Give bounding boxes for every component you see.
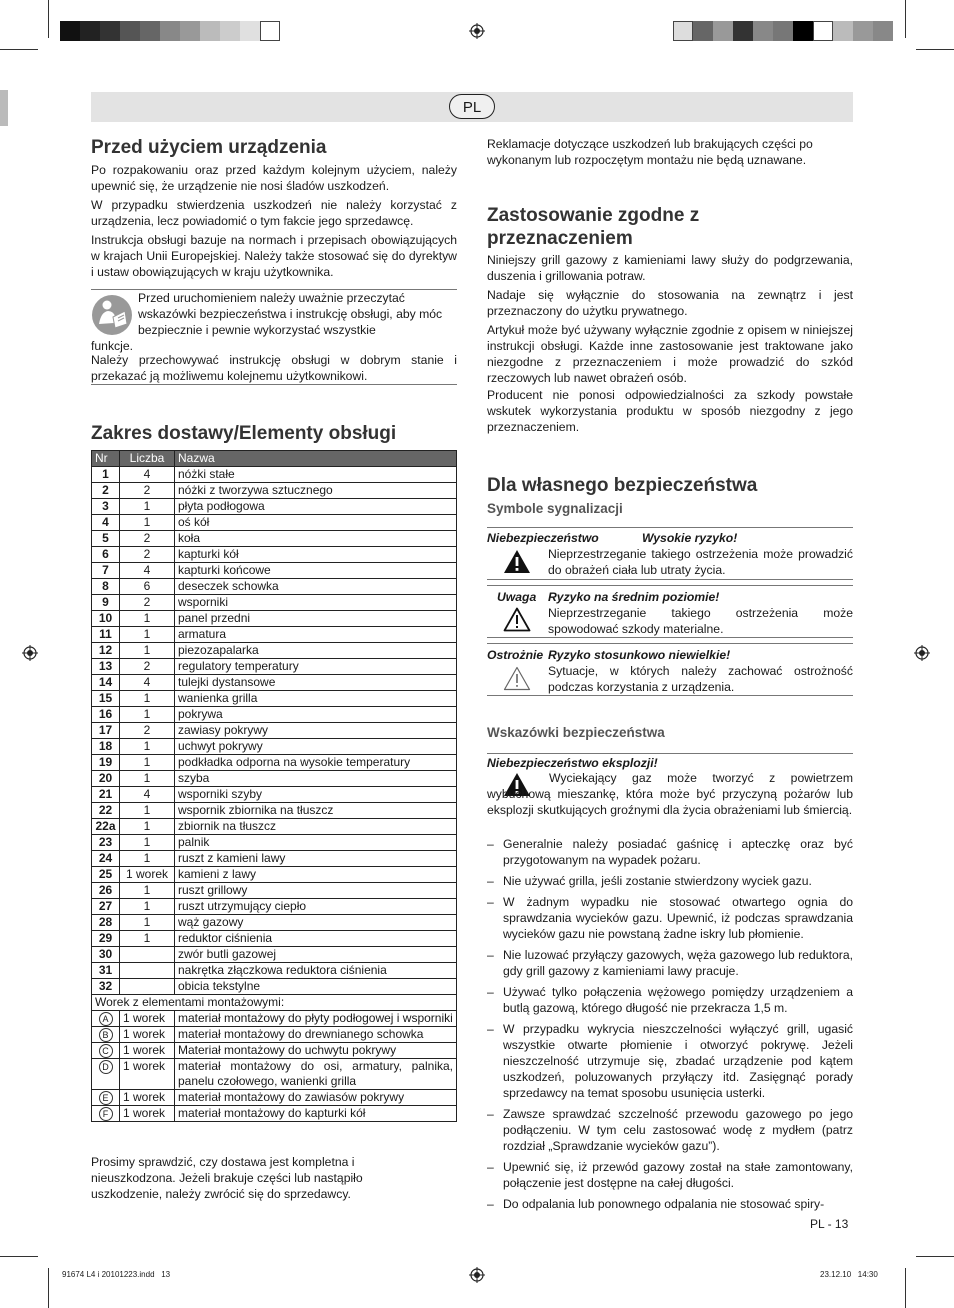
part-quantity: 1 bbox=[120, 739, 175, 755]
part-number: 2 bbox=[92, 483, 120, 499]
part-number: 28 bbox=[92, 915, 120, 931]
part-name: nakrętka złączkowa reduktora ciśnienia bbox=[175, 963, 457, 979]
divider bbox=[487, 585, 853, 586]
part-name: materiał montażowy do płyty podłogowej i wsporniki bbox=[175, 1011, 457, 1027]
part-quantity: 1 worek bbox=[120, 1011, 175, 1027]
table-row bbox=[92, 547, 457, 563]
divider bbox=[487, 695, 853, 696]
table-row bbox=[92, 1059, 457, 1090]
part-quantity: 1 bbox=[120, 707, 175, 723]
language-badge: PL bbox=[449, 94, 495, 119]
table-row bbox=[92, 979, 457, 995]
table-row bbox=[92, 883, 457, 899]
part-quantity: 1 worek bbox=[120, 1059, 175, 1090]
part-name: palnik bbox=[175, 835, 457, 851]
paragraph: Producent nie ponosi odpowiedzialności za szkody powstałe wskutek wykorzystania produktu w sposób niezgodny z jego przeznaczeniem. bbox=[487, 388, 853, 434]
table-row bbox=[92, 931, 457, 947]
bag-letter-badge: D bbox=[99, 1060, 113, 1074]
divider bbox=[487, 527, 853, 528]
part-name: nóżki z tworzywa sztucznego bbox=[175, 483, 457, 499]
part-number: 10 bbox=[92, 611, 120, 627]
manual-note: Przed uruchomieniem należy uważnie przeczytać wskazówki bezpieczeństwa i instrukcję obsługi, aby móc bezpiecznie i pewnie wykorzystać wszystkie bbox=[138, 291, 443, 337]
part-name: wanienka grilla bbox=[175, 691, 457, 707]
part-quantity: 1 bbox=[120, 627, 175, 643]
part-name: piezozapalarka bbox=[175, 643, 457, 659]
bag-letter bbox=[92, 1090, 120, 1106]
part-quantity: 1 worek bbox=[120, 1043, 175, 1059]
part-name: zwór butli gazowej bbox=[175, 947, 457, 963]
manual-note: funkcje. bbox=[91, 339, 134, 353]
paragraph: Niniejszy grill gazowy z kamieniami lawy służy do podgrzewania, duszenia i grillowania potraw. bbox=[487, 253, 853, 283]
table-row bbox=[92, 963, 457, 979]
list-item: – W przypadku wykrycia nieszczelności wyłączyć grill, ugasić wszystkie otwarte płomienie i otworzyć pokrywę. Jeżeli nieszczelność utrzymuje się, zbadać urządzenie pod kątem uszkodzeń, poluzowanych przyłączy itd. Zasięgnąć porady sprzedawcy na temat sposobu usunięcia usterki. bbox=[487, 1021, 853, 1101]
part-number: 19 bbox=[92, 755, 120, 771]
divider bbox=[487, 643, 853, 644]
bag-letter-badge: A bbox=[99, 1012, 113, 1026]
part-number: 3 bbox=[92, 499, 120, 515]
part-quantity: 1 bbox=[120, 803, 175, 819]
part-quantity: 1 bbox=[120, 691, 175, 707]
bag-letter-badge: E bbox=[99, 1091, 113, 1105]
table-row bbox=[92, 803, 457, 819]
list-item: – W żadnym wypadku nie stosować otwartego ognia do sprawdzania wycieków gazu. Upewnić, iż podczas sprawdzania wycieków gazu nie powstaną żadne iskry lub płomienie. bbox=[487, 894, 853, 942]
part-quantity: 1 bbox=[120, 499, 175, 515]
part-number: 20 bbox=[92, 771, 120, 787]
part-quantity: 4 bbox=[120, 563, 175, 579]
parts-table bbox=[91, 450, 457, 1122]
part-name: panel przedni bbox=[175, 611, 457, 627]
part-name: wsporniki szyby bbox=[175, 787, 457, 803]
part-quantity: 1 bbox=[120, 755, 175, 771]
part-name: pokrywa bbox=[175, 707, 457, 723]
table-row bbox=[92, 563, 457, 579]
list-item: – Nie luzować przyłączy gazowych, węża gazowego lub reduktora, gdy grill gazowy z kamieniami lawy pracuje. bbox=[487, 947, 853, 979]
subsection-title-hints: Wskazówki bezpieczeństwa bbox=[487, 725, 665, 740]
part-quantity: 2 bbox=[120, 659, 175, 675]
table-row bbox=[92, 1027, 457, 1043]
part-name: reduktor ciśnienia bbox=[175, 931, 457, 947]
bag-letter-badge: C bbox=[99, 1044, 113, 1058]
warning-text: Sytuacje, w których należy zachować ostrożność podczas korzystania z urządzenia. bbox=[548, 664, 853, 694]
part-name: materiał montażowy do zawiasów pokrywy bbox=[175, 1090, 457, 1106]
part-quantity bbox=[120, 947, 175, 963]
table-row bbox=[92, 1090, 457, 1106]
part-name: płyta podłogowa bbox=[175, 499, 457, 515]
caution-triangle-icon bbox=[503, 666, 531, 691]
part-number: 22a bbox=[92, 819, 120, 835]
part-number: 4 bbox=[92, 515, 120, 531]
part-quantity: 1 bbox=[120, 771, 175, 787]
bag-letter-badge: F bbox=[99, 1107, 113, 1121]
part-name: materiał montażowy do osi, armatury, palnika, panelu czołowego, wanienki grilla bbox=[175, 1059, 457, 1090]
table-row bbox=[92, 755, 457, 771]
part-quantity: 2 bbox=[120, 531, 175, 547]
part-quantity: 2 bbox=[120, 595, 175, 611]
warning-text: Nieprzestrzeganie takiego ostrzeżenia może prowadzić do obrażeń ciała lub utraty życia. bbox=[548, 547, 853, 577]
registration-mark-icon bbox=[469, 23, 485, 39]
part-name: podkładka odporna na wysokie temperatury bbox=[175, 755, 457, 771]
table-header-name: Nazwa bbox=[175, 451, 457, 467]
bag-letter bbox=[92, 1059, 120, 1090]
section-title-before-use: Przed użyciem urządzenia bbox=[91, 137, 327, 158]
part-quantity: 1 bbox=[120, 931, 175, 947]
explosion-warning-text: Wyciekający gaz może tworzyć z powietrzem wybuchową mieszankę, która może być przyczyną pożarów lub eksplozji skutkujących groźnymi dla życia obrażeniami lub śmiercią. bbox=[487, 771, 853, 817]
warning-label-danger: Niebezpieczeństwo bbox=[487, 531, 599, 545]
manual-note: Należy przechowywać instrukcję obsługi w dobrym stanie i przekazać ją możliwemu kolejnemu użytkownikowi. bbox=[91, 353, 457, 383]
warning-label-caution: Uwaga bbox=[497, 590, 537, 604]
part-number: 29 bbox=[92, 931, 120, 947]
table-row bbox=[92, 899, 457, 915]
paragraph: Artykuł może być używany wyłącznie zgodnie z opisem w niniejszej instrukcji obsługi. Każde inne zastosowanie jest traktowane jako niezgodne z przeznaczeniem i może prowadzić do szkód rzeczowych lub nawet obrażeń osób. bbox=[487, 323, 853, 385]
part-number: 1 bbox=[92, 467, 120, 483]
paragraph: W przypadku stwierdzenia uszkodzeń nie należy korzystać z urządzenia, lecz powiadomić o tym fakcie jego sprzedawcę. bbox=[91, 198, 457, 228]
table-row bbox=[92, 1106, 457, 1122]
bag-letter bbox=[92, 1011, 120, 1027]
table-row bbox=[92, 627, 457, 643]
part-quantity: 1 bbox=[120, 851, 175, 867]
part-name: obicia tekstylne bbox=[175, 979, 457, 995]
part-quantity: 1 bbox=[120, 899, 175, 915]
part-quantity: 1 worek bbox=[120, 867, 175, 883]
registration-mark-icon bbox=[914, 645, 930, 661]
part-name: szyba bbox=[175, 771, 457, 787]
part-name: koła bbox=[175, 531, 457, 547]
danger-triangle-icon bbox=[503, 549, 531, 574]
section-title-safety: Dla własnego bezpieczeństwa bbox=[487, 475, 758, 496]
part-name: kapturki kół bbox=[175, 547, 457, 563]
part-name: kapturki końcowe bbox=[175, 563, 457, 579]
part-name: materiał montażowy do kapturki kół bbox=[175, 1106, 457, 1122]
part-quantity: 1 worek bbox=[120, 1090, 175, 1106]
list-item: – Zawsze sprawdzać szczelność przewodu gazowego po jego podłączeniu. W tym celu zastosować wodę z mydłem (patrz rozdział „Sprawdzanie wycieków gazu”). bbox=[487, 1106, 853, 1154]
part-name: uchwyt pokrywy bbox=[175, 739, 457, 755]
part-number: 18 bbox=[92, 739, 120, 755]
part-name: ruszt grillowy bbox=[175, 883, 457, 899]
part-name: materiał montażowy do drewnianego schowka bbox=[175, 1027, 457, 1043]
part-number: 32 bbox=[92, 979, 120, 995]
bag-letter bbox=[92, 1027, 120, 1043]
part-number: 14 bbox=[92, 675, 120, 691]
part-number: 30 bbox=[92, 947, 120, 963]
part-name: armatura bbox=[175, 627, 457, 643]
table-row bbox=[92, 771, 457, 787]
bag-label: Worek z elementami montażowymi: bbox=[92, 995, 457, 1011]
table-row bbox=[92, 707, 457, 723]
part-name: deseczek schowka bbox=[175, 579, 457, 595]
list-item: – Do odpalania lub ponownego odpalania nie stosować spiry- bbox=[487, 1196, 853, 1212]
subsection-title-symbols: Symbole sygnalizacji bbox=[487, 501, 623, 516]
list-item: – Nie używać grilla, jeśli zostanie stwierdzony wyciek gazu. bbox=[487, 873, 853, 889]
part-quantity: 1 bbox=[120, 819, 175, 835]
part-number: 9 bbox=[92, 595, 120, 611]
part-number: 23 bbox=[92, 835, 120, 851]
part-name: Materiał montażowy do uchwytu pokrywy bbox=[175, 1043, 457, 1059]
table-row bbox=[92, 915, 457, 931]
list-item: – Używać tylko połączenia wężowego pomiędzy urządzeniem a butlą gazową, którego długość nie przekracza 1,5 m. bbox=[487, 984, 853, 1016]
part-number: 22 bbox=[92, 803, 120, 819]
table-row bbox=[92, 691, 457, 707]
part-quantity: 1 bbox=[120, 835, 175, 851]
table-row bbox=[92, 595, 457, 611]
table-row bbox=[92, 1011, 457, 1027]
part-name: zawiasy pokrywy bbox=[175, 723, 457, 739]
table-row bbox=[92, 643, 457, 659]
warning-level-medium: Ryzyko na średnim poziomie! bbox=[548, 590, 720, 604]
warning-triangle-icon bbox=[503, 607, 531, 632]
divider bbox=[487, 753, 853, 754]
part-number: 6 bbox=[92, 547, 120, 563]
part-number: 21 bbox=[92, 787, 120, 803]
complaints-note: Reklamacje dotyczące uszkodzeń lub brakujących części po wykonanym lub rozpoczętym montażu nie będą uznawane. bbox=[487, 137, 813, 167]
section-title-intended-use-2: przeznaczeniem bbox=[487, 228, 633, 249]
explosion-warning-label: Niebezpieczeństwo eksplozji! bbox=[487, 756, 658, 770]
part-number: 26 bbox=[92, 883, 120, 899]
table-row bbox=[92, 483, 457, 499]
section-title-intended-use: Zastosowanie zgodne z bbox=[487, 205, 700, 226]
bag-letter bbox=[92, 1043, 120, 1059]
table-row bbox=[92, 611, 457, 627]
part-quantity: 1 worek bbox=[120, 1027, 175, 1043]
table-row bbox=[92, 819, 457, 835]
part-name: ruszt z kamieni lawy bbox=[175, 851, 457, 867]
delivery-check-note: Prosimy sprawdzić, czy dostawa jest kompletna i nieuszkodzona. Jeżeli brakuje części lub nastąpiło uszkodzenie, należy zwrócić się do sprzedawcy. bbox=[91, 1155, 363, 1201]
warning-level-high: Wysokie ryzyko! bbox=[642, 531, 738, 545]
part-number: 27 bbox=[92, 899, 120, 915]
part-name: wsporniki bbox=[175, 595, 457, 611]
part-quantity: 6 bbox=[120, 579, 175, 595]
list-item: – Upewnić się, iż przewód gazowy został na stałe zamontowany, połączenie jest dostępne na całej długości. bbox=[487, 1159, 853, 1191]
table-row bbox=[92, 659, 457, 675]
part-name: nóżki stałe bbox=[175, 467, 457, 483]
part-number: 25 bbox=[92, 867, 120, 883]
file-info: 91674 L4 i 20101223.indd 13 bbox=[62, 1270, 171, 1279]
part-quantity: 2 bbox=[120, 547, 175, 563]
part-number: 8 bbox=[92, 579, 120, 595]
part-quantity: 1 bbox=[120, 515, 175, 531]
safety-bullet-list bbox=[487, 836, 853, 1217]
part-quantity bbox=[120, 963, 175, 979]
part-name: kamieni z lawy bbox=[175, 867, 457, 883]
part-quantity: 1 bbox=[120, 611, 175, 627]
divider bbox=[91, 384, 457, 385]
part-name: zbiornik na tłuszcz bbox=[175, 819, 457, 835]
part-quantity bbox=[120, 979, 175, 995]
page-number: PL - 13 bbox=[810, 1217, 849, 1231]
warning-text: Nieprzestrzeganie takiego ostrzeżenia może spowodować szkody materialne. bbox=[548, 606, 853, 636]
table-row bbox=[92, 995, 457, 1011]
table-row bbox=[92, 531, 457, 547]
table-row bbox=[92, 739, 457, 755]
registration-mark-icon bbox=[22, 645, 38, 661]
divider bbox=[487, 579, 853, 580]
part-quantity: 2 bbox=[120, 723, 175, 739]
list-item: – Generalnie należy posiadać gaśnicę i apteczkę oraz być przygotowanym na wypadek pożaru. bbox=[487, 836, 853, 868]
table-row bbox=[92, 947, 457, 963]
table-row bbox=[92, 835, 457, 851]
part-number: 7 bbox=[92, 563, 120, 579]
part-name: wspornik zbiornika na tłuszcz bbox=[175, 803, 457, 819]
table-row bbox=[92, 579, 457, 595]
part-quantity: 1 bbox=[120, 915, 175, 931]
table-row bbox=[92, 723, 457, 739]
part-number: 13 bbox=[92, 659, 120, 675]
part-number: 24 bbox=[92, 851, 120, 867]
registration-mark-icon bbox=[469, 1267, 485, 1283]
part-number: 31 bbox=[92, 963, 120, 979]
table-header-nr: Nr bbox=[92, 451, 120, 467]
part-quantity: 2 bbox=[120, 483, 175, 499]
part-number: 12 bbox=[92, 643, 120, 659]
part-number: 5 bbox=[92, 531, 120, 547]
table-row bbox=[92, 515, 457, 531]
paragraph: Nadaje się wyłącznie do stosowania na zewnątrz i jest przeznaczony do użytku prywatnego. bbox=[487, 288, 853, 318]
part-number: 15 bbox=[92, 691, 120, 707]
part-quantity: 1 bbox=[120, 883, 175, 899]
table-header-qty: Liczba bbox=[120, 451, 175, 467]
part-quantity: 1 bbox=[120, 643, 175, 659]
table-row bbox=[92, 787, 457, 803]
part-number: 17 bbox=[92, 723, 120, 739]
table-row bbox=[92, 467, 457, 483]
read-manual-icon bbox=[91, 294, 133, 336]
part-number: 16 bbox=[92, 707, 120, 723]
part-quantity: 4 bbox=[120, 787, 175, 803]
paragraph: Po rozpakowaniu oraz przed każdym kolejnym użyciem, należy upewnić się, że urządzenie nie nosi śladów uszkodzeń. bbox=[91, 163, 457, 193]
section-title-delivery: Zakres dostawy/Elementy obsługi bbox=[91, 423, 397, 444]
warning-level-low: Ryzyko stosunkowo niewielkie! bbox=[548, 648, 731, 662]
part-number: 11 bbox=[92, 627, 120, 643]
table-row bbox=[92, 499, 457, 515]
bag-letter-badge: B bbox=[99, 1028, 113, 1042]
table-row bbox=[92, 867, 457, 883]
paragraph: Instrukcja obsługi bazuje na normach i przepisach obowiązujących w krajach Unii Europejskiej. Należy także stosować się do dyrektyw i ustaw obowiązujących w kraju użytkownika. bbox=[91, 233, 457, 279]
part-name: tulejki dystansowe bbox=[175, 675, 457, 691]
part-name: ruszt utrzymujący ciepło bbox=[175, 899, 457, 915]
part-name: wąż gazowy bbox=[175, 915, 457, 931]
table-row bbox=[92, 675, 457, 691]
table-row bbox=[92, 1043, 457, 1059]
part-quantity: 4 bbox=[120, 675, 175, 691]
date-info: 23.12.10 14:30 bbox=[820, 1270, 878, 1279]
part-quantity: 4 bbox=[120, 467, 175, 483]
table-row bbox=[92, 851, 457, 867]
divider bbox=[487, 637, 853, 638]
bag-letter bbox=[92, 1106, 120, 1122]
warning-label-careful: Ostrożnie bbox=[487, 648, 544, 662]
part-name: regulatory temperatury bbox=[175, 659, 457, 675]
part-name: oś kół bbox=[175, 515, 457, 531]
part-quantity: 1 worek bbox=[120, 1106, 175, 1122]
